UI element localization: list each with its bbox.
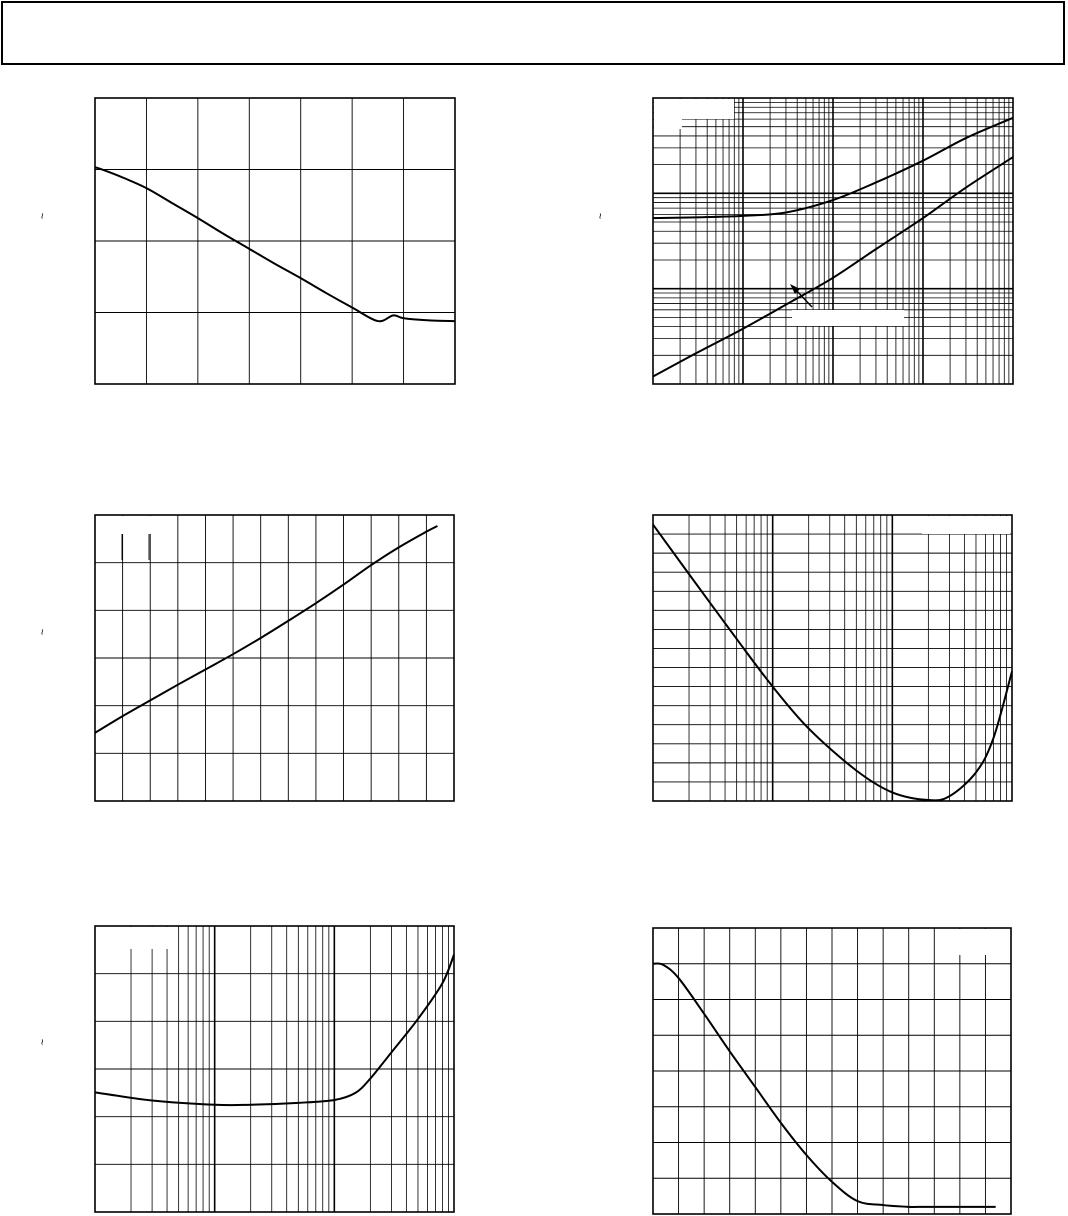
chart-4-legend-area	[922, 516, 1010, 534]
chart-1-ylabel-glyph: ~	[37, 212, 50, 220]
chart-4-series-1-line	[653, 525, 1012, 801]
chart-2-ylabel-glyph: ~	[595, 212, 608, 220]
chart-6-legend-area	[940, 929, 1010, 955]
chart-3-ylabel-glyph: ~	[37, 628, 50, 636]
chart-5-ylabel-glyph: ~	[37, 1038, 50, 1046]
chart-2-legend-area-2	[654, 99, 682, 129]
chart-6	[652, 927, 1012, 1215]
chart-5-series-1-line	[95, 955, 454, 1106]
chart-4-plot-frame	[653, 515, 1012, 801]
chart-3	[94, 514, 455, 802]
chart-2-annotation-box	[792, 310, 904, 326]
chart-3-series-1-line	[95, 526, 437, 733]
chart-4	[652, 514, 1013, 802]
chart-1	[94, 97, 456, 385]
chart-5	[94, 925, 455, 1213]
header-box	[1, 1, 1065, 65]
chart-1-series-1-line	[95, 167, 455, 321]
chart-2	[652, 97, 1014, 385]
chart-3-legend-area	[96, 516, 176, 534]
chart-5-legend-area	[96, 927, 178, 949]
